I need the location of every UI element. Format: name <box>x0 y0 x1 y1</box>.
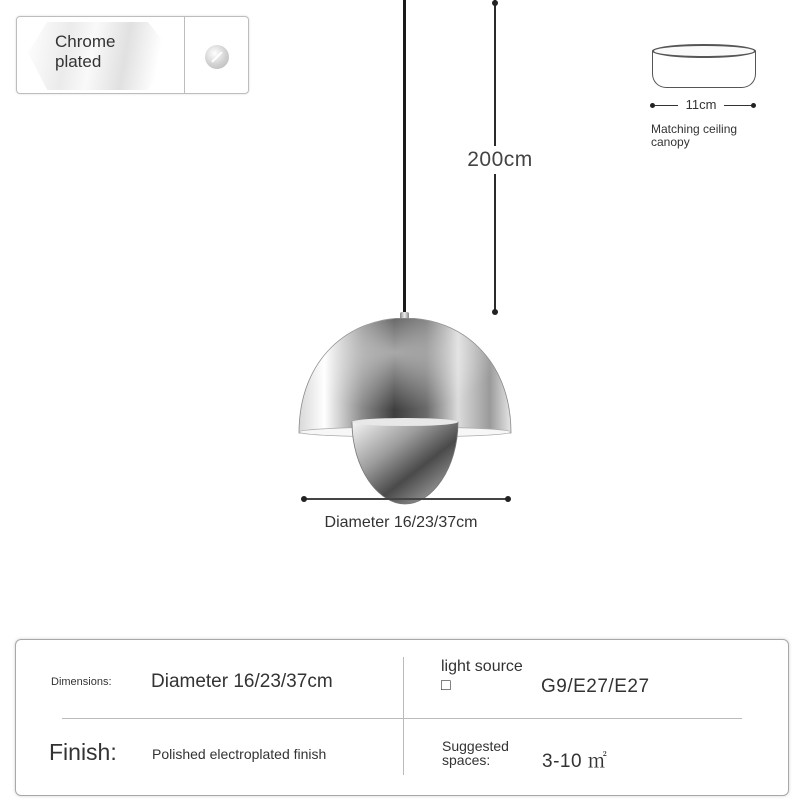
height-dimension-endpoint-top <box>492 0 498 6</box>
diameter-endpoint-left <box>301 496 307 502</box>
height-dimension-endpoint-bottom <box>492 309 498 315</box>
diameter-dimension-line <box>304 498 508 500</box>
swatch-divider <box>184 16 185 94</box>
lamp-cord <box>403 0 406 318</box>
suggested-spaces-label: Suggested spaces: <box>442 738 509 768</box>
dimensions-label: Dimensions: <box>51 676 112 688</box>
light-source-value: G9/E27/E27 <box>541 676 650 697</box>
pendant-lamp-image <box>290 318 520 508</box>
finish-value: Polished electroplated finish <box>152 746 327 762</box>
ceiling-canopy-rim <box>652 44 756 58</box>
cord-length-label: 200cm <box>440 146 560 174</box>
spec-row-divider <box>62 718 742 719</box>
canopy-caption: Matching ceiling canopy <box>651 122 738 149</box>
canopy-width-endpoint-left <box>650 103 655 108</box>
diameter-label: Diameter 16/23/37cm <box>324 514 478 531</box>
suggested-spaces-value: 3-10 ㎡ <box>542 751 608 772</box>
canopy-width-endpoint-right <box>751 103 756 108</box>
lamp-sphere <box>352 418 458 504</box>
spec-column-divider <box>403 657 404 775</box>
light-source-label: light source □ <box>441 658 523 694</box>
dimensions-value: Diameter 16/23/37cm <box>151 671 333 692</box>
diameter-endpoint-right <box>505 496 511 502</box>
chrome-sample-icon <box>205 45 229 69</box>
canopy-width-label: 11cm <box>678 97 724 113</box>
finish-swatch-label: Chrome plated <box>55 32 116 71</box>
finish-label: Finish: <box>49 739 117 765</box>
